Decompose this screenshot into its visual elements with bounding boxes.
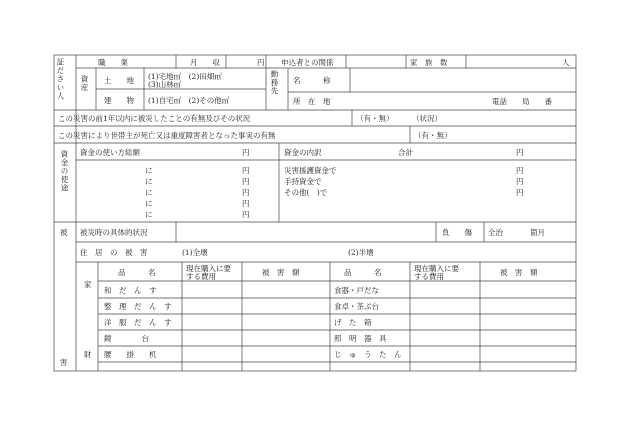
workplace-address-label: 所 在 地 bbox=[293, 97, 331, 106]
right-item: じ ゅ う た ん bbox=[334, 350, 402, 359]
other-funds-label: その他( )で bbox=[284, 188, 328, 197]
loan-label: 災害援護資金で bbox=[284, 166, 337, 175]
usage-total-label: 資金の使い方総額 bbox=[80, 148, 140, 157]
right-item: 食器・戸だな bbox=[334, 286, 379, 295]
usage-yen-4: 円 bbox=[242, 199, 250, 208]
building-label: 建 物 bbox=[104, 96, 134, 105]
col-item-right: 品 名 bbox=[344, 268, 382, 277]
left-item: 洋 服 だ ん す bbox=[104, 318, 172, 327]
usage-yen-2: 円 bbox=[242, 177, 250, 186]
right-item: げ た 箱 bbox=[334, 318, 372, 327]
usage-yen-1: 円 bbox=[242, 166, 250, 175]
col-cost-left-2: する費用 bbox=[186, 272, 216, 281]
months-label: 箇月 bbox=[530, 228, 545, 237]
death-injury-yes-no: （有・無） bbox=[414, 131, 452, 140]
family-people-unit: 人 bbox=[562, 58, 570, 67]
col-damage-left: 被 害 額 bbox=[262, 268, 300, 277]
left-item: 整 理 だ ん す bbox=[104, 302, 172, 311]
death-injury-label: この災害により世帯主が死亡又は重度障害者となった事実の有無 bbox=[58, 131, 276, 140]
other-yen: 円 bbox=[516, 188, 524, 197]
housing-damage-label: 住 居 の 被 害 bbox=[80, 248, 148, 257]
left-item: 和 だ ん す bbox=[104, 286, 157, 295]
building-items: (1)自宅㎡ (2)その他㎡ bbox=[148, 96, 230, 105]
land-items: (1)宅地㎡ (2)田畑㎡ bbox=[148, 72, 222, 81]
usage-total-yen: 円 bbox=[242, 148, 250, 157]
relation-label: 申込者との関係 bbox=[281, 58, 334, 67]
right-item: 照 明 器 具 bbox=[334, 334, 387, 343]
income-yen: 円 bbox=[257, 58, 265, 67]
col-cost-right-2: する費用 bbox=[414, 272, 444, 281]
recovery-label: 全治 bbox=[488, 228, 503, 237]
col-cost-left-1: 現在購入に要 bbox=[186, 264, 231, 273]
left-item: 腰 掛 机 bbox=[104, 350, 157, 359]
land-label: 土 地 bbox=[104, 76, 134, 85]
prev-disaster-yes-no: （有・無） bbox=[356, 114, 394, 123]
usage-yen-5: 円 bbox=[242, 210, 250, 219]
half-loss-option: (2)半壊 bbox=[348, 248, 374, 257]
usage-yen-3: 円 bbox=[242, 188, 250, 197]
workplace-label: 勤務先 bbox=[270, 70, 279, 96]
funds-label: 資金の使途 bbox=[60, 150, 69, 193]
situation-label: 被災時の具体的状況 bbox=[80, 228, 148, 237]
own-funds-label: 手持資金で bbox=[284, 177, 322, 186]
occupation-label: 職 業 bbox=[98, 58, 128, 67]
usage-ni-4: に bbox=[145, 199, 153, 208]
col-item-left: 品 名 bbox=[118, 268, 156, 277]
damage-label-top: 被 bbox=[60, 228, 68, 237]
total-loss-option: (1)全壊 bbox=[182, 248, 208, 257]
household-label-top: 家 bbox=[84, 280, 92, 289]
damage-label-bottom: 害 bbox=[60, 358, 68, 367]
usage-ni-2: に bbox=[145, 177, 153, 186]
assets-label: 資産 bbox=[80, 75, 89, 92]
prev-disaster-label: この災害の前1年以内に被災したことの有無及びその状況 bbox=[58, 114, 251, 123]
land-items-2: (3)山林㎡ bbox=[148, 80, 182, 89]
applicant-label: 証ださい人 bbox=[56, 58, 65, 101]
breakdown-total-yen: 円 bbox=[516, 148, 524, 157]
workplace-name-label: 名 称 bbox=[293, 76, 331, 85]
workplace-phone-label: 電話 局 番 bbox=[492, 97, 552, 106]
breakdown-total-label: 合計 bbox=[398, 148, 413, 157]
monthly-income-label: 月 収 bbox=[190, 58, 220, 67]
usage-ni-1: に bbox=[145, 166, 153, 175]
left-item: 鏡 台 bbox=[104, 334, 149, 343]
injury-label: 負 傷 bbox=[442, 228, 472, 237]
breakdown-label: 資金の内訳 bbox=[284, 148, 322, 157]
household-label-bottom: 財 bbox=[84, 350, 92, 359]
right-item: 食卓・茶ぶ台 bbox=[334, 302, 379, 311]
own-yen: 円 bbox=[516, 177, 524, 186]
usage-ni-3: に bbox=[145, 188, 153, 197]
loan-yen: 円 bbox=[516, 166, 524, 175]
col-damage-right: 被 害 額 bbox=[500, 268, 538, 277]
prev-disaster-status: （状況） bbox=[412, 114, 442, 123]
col-cost-right-1: 現在購入に要 bbox=[414, 264, 459, 273]
usage-ni-5: に bbox=[145, 210, 153, 219]
family-count-label: 家 族 数 bbox=[410, 58, 448, 67]
